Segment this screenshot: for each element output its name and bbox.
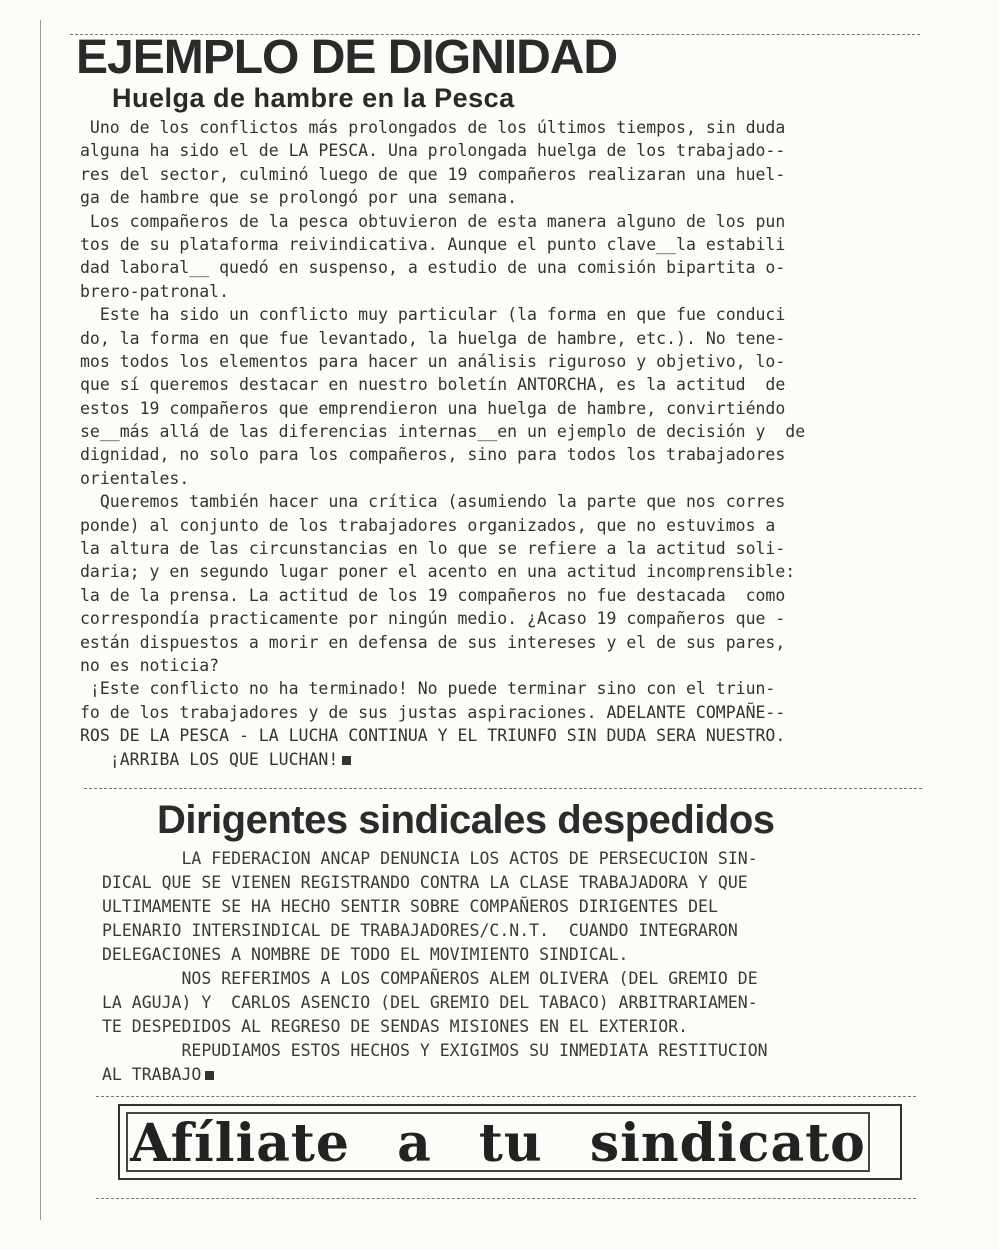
text-line: no es noticia?	[80, 655, 220, 675]
end-mark	[205, 1071, 214, 1080]
article1-body	[80, 116, 922, 771]
slogan-inner-frame	[126, 1112, 870, 1172]
bottom-rule	[96, 1198, 916, 1199]
text-line: la de la prensa. La actitud de los 19 compañeros no fue destacada como	[80, 585, 786, 605]
text-line: Uno de los conflictos más prolongados de los últimos tiempos, sin duda	[80, 118, 786, 137]
article1-title: EJEMPLO DE DIGNIDAD	[76, 31, 618, 84]
text-line: ponde) al conjunto de los trabajadores organizados, que no estuvimos a	[80, 515, 776, 535]
text-line: la altura de las circunstancias en lo que se refiere a la actitud soli-	[80, 539, 786, 559]
last-text-line	[80, 748, 922, 771]
slogan-text: Afíliate a tu sindicato	[130, 1113, 866, 1174]
text-line: dad laboral__ quedó en suspenso, a estudio de una comisión bipartita o-	[80, 258, 786, 278]
text-line-content: AL TRABAJO	[102, 1065, 202, 1084]
text-line: se__más allá de las diferencias internas__en un ejemplo de decisión y de	[80, 422, 806, 442]
text-line: brero-patronal.	[80, 281, 230, 301]
page-fold-line	[40, 20, 41, 1220]
text-line: LA FEDERACION ANCAP DENUNCIA LOS ACTOS DE PERSECUCION SIN-	[102, 849, 758, 868]
article2-body	[102, 847, 892, 1087]
text-line: Este ha sido un conflicto muy particular (la forma en que fue conduci	[80, 305, 786, 325]
text-line: PLENARIO INTERSINDICAL DE TRABAJADORES/C.N.T. CUANDO INTEGRARON	[102, 921, 738, 940]
text-line: ¡Este conflicto no ha terminado! No puede terminar sino con el triun-	[80, 679, 776, 699]
text-line: ULTIMAMENTE SE HA HECHO SENTIR SOBRE COMPAÑEROS DIRIGENTES DEL	[102, 897, 718, 916]
text-line: que sí queremos destacar en nuestro boletín ANTORCHA, es la actitud de	[80, 375, 786, 395]
text-line: orientales.	[80, 468, 190, 488]
text-line: do, la forma en que fue levantado, la huelga de hambre, etc.). No tene-	[80, 328, 786, 348]
text-line: alguna ha sido el de LA PESCA. Una prolongada huelga de los trabajado--	[80, 141, 786, 161]
text-line: Los compañeros de la pesca obtuvieron de esta manera alguno de los pun	[80, 211, 786, 231]
text-line: dignidad, no solo para los compañeros, sino para todos los trabajadores	[80, 445, 786, 465]
text-line: NOS REFERIMOS A LOS COMPAÑEROS ALEM OLIVERA (DEL GREMIO DE	[102, 969, 758, 988]
article1-subtitle: Huelga de hambre en la Pesca	[112, 83, 515, 113]
box-top-rule	[96, 1096, 916, 1097]
text-line: Queremos también hacer una crítica (asumiendo la parte que nos corres	[80, 492, 786, 512]
text-line: ga de hambre que se prolongó por una semana.	[80, 188, 518, 208]
text-line: ROS DE LA PESCA - LA LUCHA CONTINUA Y EL TRIUNFO SIN DUDA SERA NUESTRO.	[80, 726, 786, 746]
text-line: estos 19 compañeros que emprendieron una huelga de hambre, convirtiéndo	[80, 398, 786, 418]
slogan-box	[118, 1104, 902, 1180]
last-text-line	[102, 1063, 892, 1087]
text-line: fo de los trabajadores y de sus justas aspiraciones. ADELANTE COMPAÑE--	[80, 702, 786, 722]
article2-title: Dirigentes sindicales despedidos	[157, 798, 775, 842]
text-line-content: ¡ARRIBA LOS QUE LUCHAN!	[80, 749, 339, 769]
text-line: correspondía practicamente por ningún medio. ¿Acaso 19 compañeros que -	[80, 609, 786, 629]
text-line: mos todos los elementos para hacer un análisis riguroso y objetivo, lo-	[80, 351, 786, 371]
text-line: daria; y en segundo lugar poner el acento en una actitud incomprensible:	[80, 562, 796, 582]
text-line: DELEGACIONES A NOMBRE DE TODO EL MOVIMIENTO SINDICAL.	[102, 945, 629, 964]
text-line: tos de su plataforma reivindicativa. Aunque el punto clave__la estabili	[80, 234, 786, 254]
end-mark	[342, 756, 351, 765]
text-line: LA AGUJA) Y CARLOS ASENCIO (DEL GREMIO DEL TABACO) ARBITRARIAMEN-	[102, 993, 758, 1012]
text-line: DICAL QUE SE VIENEN REGISTRANDO CONTRA LA CLASE TRABAJADORA Y QUE	[102, 873, 748, 892]
text-line: TE DESPEDIDOS AL REGRESO DE SENDAS MISIONES EN EL EXTERIOR.	[102, 1017, 689, 1036]
text-line: REPUDIAMOS ESTOS HECHOS Y EXIGIMOS SU INMEDIATA RESTITUCION	[102, 1041, 768, 1060]
section-divider	[84, 788, 922, 789]
text-line: están dispuestos a morir en defensa de sus intereses y el de sus pares,	[80, 632, 786, 652]
text-line: res del sector, culminó luego de que 19 compañeros realizaran una huel-	[80, 164, 786, 184]
